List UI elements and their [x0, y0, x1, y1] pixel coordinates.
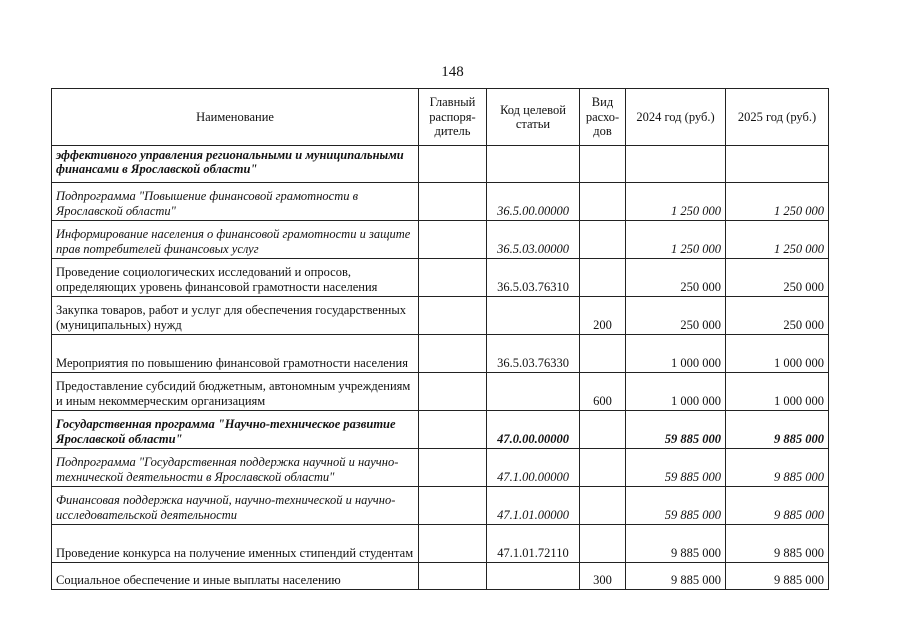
cell-type — [580, 335, 626, 373]
cell-name: Социальное обеспечение и иные выплаты населению — [52, 563, 419, 590]
table-row — [52, 335, 829, 373]
cell-name: Закупка товаров, работ и услуг для обеспечения государственных (муниципальных) нужд — [52, 297, 419, 335]
table-row — [52, 487, 829, 525]
cell-code: 47.0.00.00000 — [487, 411, 580, 449]
cell-type — [580, 411, 626, 449]
cell-2024: 250 000 — [626, 297, 726, 335]
cell-2025: 9 885 000 — [726, 411, 829, 449]
cell-code: 36.5.00.00000 — [487, 183, 580, 221]
cell-type — [580, 525, 626, 563]
cell-code: 47.1.00.00000 — [487, 449, 580, 487]
cell-manager — [419, 221, 487, 259]
table-row — [52, 297, 829, 335]
cell-name: Государственная программа "Научно-техническое развитие Ярославской области" — [52, 411, 419, 449]
cell-2025: 1 000 000 — [726, 335, 829, 373]
table-row — [52, 449, 829, 487]
cell-type: 200 — [580, 297, 626, 335]
cell-manager — [419, 335, 487, 373]
cell-name: Проведение конкурса на получение именных стипендий студентам — [52, 525, 419, 563]
cell-code — [487, 297, 580, 335]
cell-2025: 1 250 000 — [726, 221, 829, 259]
cell-name: Подпрограмма "Государственная поддержка научной и научно-технической деятельности в Ярославской области" — [52, 449, 419, 487]
cell-name: Мероприятия по повышению финансовой грамотности населения — [52, 335, 419, 373]
table-row — [52, 183, 829, 221]
cell-2024: 9 885 000 — [626, 563, 726, 590]
cell-2024: 1 000 000 — [626, 335, 726, 373]
cell-2025: 250 000 — [726, 259, 829, 297]
header-code: Код целевой статьи — [487, 89, 580, 146]
table-row — [52, 259, 829, 297]
cell-manager — [419, 563, 487, 590]
cell-name: Информирование населения о финансовой грамотности и защите прав потребителей финансовых услуг — [52, 221, 419, 259]
cell-manager — [419, 525, 487, 563]
cell-code: 36.5.03.76330 — [487, 335, 580, 373]
cell-2024: 59 885 000 — [626, 487, 726, 525]
page-number: 148 — [441, 64, 464, 80]
cell-type — [580, 183, 626, 221]
cell-2025: 9 885 000 — [726, 449, 829, 487]
budget-table — [51, 88, 829, 590]
table-header-row — [52, 89, 829, 146]
cell-manager — [419, 449, 487, 487]
table-row — [52, 525, 829, 563]
cell-2025: 9 885 000 — [726, 525, 829, 563]
table-row — [52, 373, 829, 411]
cell-2025: 9 885 000 — [726, 487, 829, 525]
header-name: Наименование — [52, 89, 419, 146]
cell-name: Подпрограмма "Повышение финансовой грамотности в Ярославской области" — [52, 183, 419, 221]
cell-code — [487, 146, 580, 183]
table-row — [52, 146, 829, 183]
cell-2025 — [726, 146, 829, 183]
table-row — [52, 221, 829, 259]
cell-2024: 59 885 000 — [626, 411, 726, 449]
cell-2025: 250 000 — [726, 297, 829, 335]
cell-name: эффективного управления региональными и муниципальными финансами в Ярославской области" — [52, 146, 419, 183]
header-type: Вид расхо-дов — [580, 89, 626, 146]
cell-type — [580, 449, 626, 487]
header-2024: 2024 год (руб.) — [626, 89, 726, 146]
cell-2024 — [626, 146, 726, 183]
cell-2025: 1 000 000 — [726, 373, 829, 411]
cell-2024: 1 250 000 — [626, 183, 726, 221]
cell-manager — [419, 487, 487, 525]
cell-manager — [419, 373, 487, 411]
cell-name: Предоставление субсидий бюджетным, автономным учреждениям и иным некоммерческим организациям — [52, 373, 419, 411]
cell-2025: 1 250 000 — [726, 183, 829, 221]
cell-2025: 9 885 000 — [726, 563, 829, 590]
cell-code: 47.1.01.72110 — [487, 525, 580, 563]
cell-code — [487, 563, 580, 590]
cell-manager — [419, 183, 487, 221]
table-row — [52, 563, 829, 590]
cell-code: 47.1.01.00000 — [487, 487, 580, 525]
cell-2024: 1 250 000 — [626, 221, 726, 259]
cell-code: 36.5.03.76310 — [487, 259, 580, 297]
cell-manager — [419, 411, 487, 449]
cell-code — [487, 373, 580, 411]
header-manager: Главный распоря-дитель — [419, 89, 487, 146]
table-row — [52, 411, 829, 449]
cell-2024: 1 000 000 — [626, 373, 726, 411]
header-2025: 2025 год (руб.) — [726, 89, 829, 146]
cell-type: 600 — [580, 373, 626, 411]
cell-type — [580, 146, 626, 183]
cell-manager — [419, 146, 487, 183]
cell-manager — [419, 297, 487, 335]
cell-2024: 9 885 000 — [626, 525, 726, 563]
cell-type: 300 — [580, 563, 626, 590]
cell-name: Проведение социологических исследований и опросов, определяющих уровень финансовой грамотности населения — [52, 259, 419, 297]
cell-type — [580, 487, 626, 525]
cell-2024: 59 885 000 — [626, 449, 726, 487]
cell-type — [580, 259, 626, 297]
cell-name: Финансовая поддержка научной, научно-технической и научно-исследовательской деятельности — [52, 487, 419, 525]
cell-code: 36.5.03.00000 — [487, 221, 580, 259]
cell-2024: 250 000 — [626, 259, 726, 297]
cell-type — [580, 221, 626, 259]
cell-manager — [419, 259, 487, 297]
